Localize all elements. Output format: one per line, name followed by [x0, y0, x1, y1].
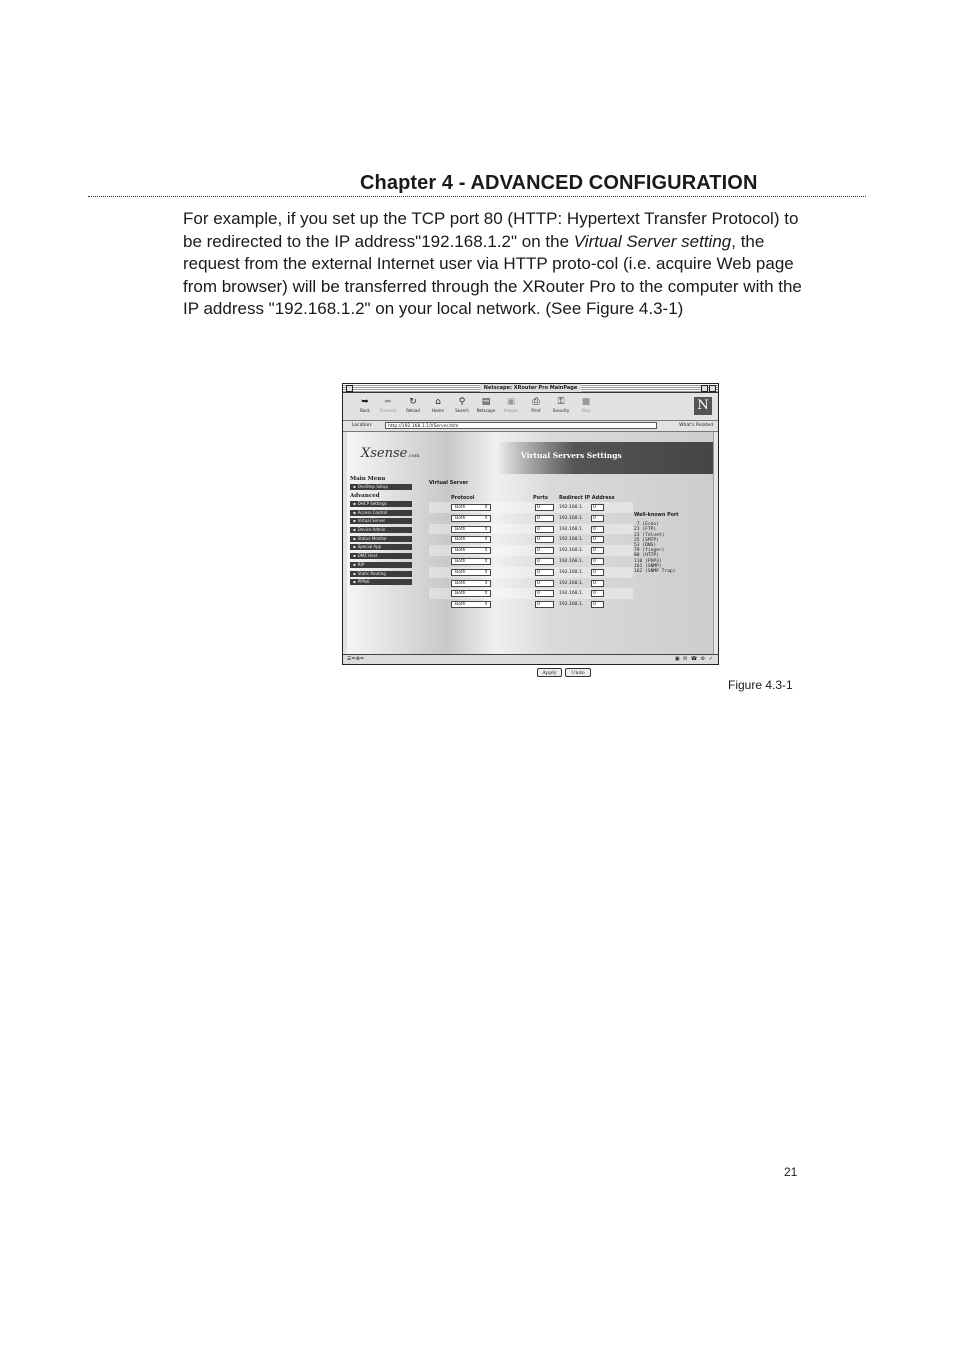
- body-text: [183, 208, 803, 321]
- banner-title: Virtual Servers Settings: [521, 451, 622, 460]
- stop-icon: ■: [581, 397, 591, 407]
- page-banner: [497, 442, 718, 474]
- port-input[interactable]: 0: [535, 526, 554, 533]
- menu-item-status-monitor[interactable]: ▪ Status Monitor: [350, 536, 412, 542]
- location-input[interactable]: http://192.168.1.1/VServer.htm: [385, 422, 657, 429]
- images-button[interactable]: ▣ Images: [499, 397, 523, 414]
- table-row: [429, 534, 633, 545]
- ip-last-octet-input[interactable]: 0: [591, 504, 604, 511]
- whats-related-button[interactable]: What's Related: [679, 423, 713, 428]
- port-input[interactable]: 0: [535, 504, 554, 511]
- status-bar: [343, 654, 718, 664]
- list-item: 7 (Echo): [634, 522, 659, 528]
- window-titlebar: [343, 384, 718, 393]
- reload-button[interactable]: ↻ Reload: [401, 397, 425, 414]
- protocol-select[interactable]: Both ⇕: [451, 590, 491, 597]
- lock-icon: ⚿: [557, 397, 565, 407]
- ip-prefix: 192.168.1.: [559, 537, 584, 543]
- list-item: 53 (DNS): [634, 543, 657, 549]
- browser-toolbar: [343, 393, 718, 421]
- page-number: 21: [784, 1165, 798, 1179]
- list-item: 110 (POP3): [634, 558, 662, 564]
- header-rule: [88, 196, 866, 197]
- protocol-select[interactable]: Both ⇕: [451, 547, 491, 554]
- port-input[interactable]: 0: [535, 536, 554, 543]
- home-icon: ⌂: [435, 397, 441, 407]
- netscape-button[interactable]: ▤ Netscape: [474, 397, 498, 414]
- list-item: 161 (SNMP): [634, 563, 662, 569]
- protocol-select[interactable]: Both ⇕: [451, 558, 491, 565]
- redirect-ip-column-header: Redirect IP Address: [559, 495, 615, 501]
- list-item: 80 (HTTP): [634, 553, 659, 559]
- table-row: [429, 545, 633, 556]
- table-row: [429, 578, 633, 589]
- main-menu: [350, 476, 412, 588]
- ip-prefix: 192.168.1.: [559, 602, 584, 608]
- location-bar: [343, 421, 718, 432]
- ip-prefix: 192.168.1.: [559, 558, 584, 564]
- forward-button[interactable]: ➦ Forward: [376, 397, 400, 414]
- back-icon: ➥: [361, 397, 369, 407]
- xsense-logo-suffix: .com: [407, 453, 420, 459]
- vertical-scrollbar[interactable]: [713, 432, 718, 656]
- ip-last-octet-input[interactable]: 0: [591, 569, 604, 576]
- menu-item-dmz-host[interactable]: ▪ DMZ Host: [350, 553, 412, 559]
- ip-last-octet-input[interactable]: 0: [591, 547, 604, 554]
- menu-item-dhcp-settings[interactable]: ▪ DHCP Settings: [350, 501, 412, 507]
- ip-prefix: 192.168.1.: [559, 569, 584, 575]
- protocol-select[interactable]: Both ⇕: [451, 504, 491, 511]
- protocol-select[interactable]: Both ⇕: [451, 601, 491, 608]
- menu-item-pppoe[interactable]: ▪ PPPoE: [350, 579, 412, 585]
- location-label: Location:: [352, 423, 373, 428]
- chapter-title: Chapter 4 - ADVANCED CONFIGURATION: [360, 172, 758, 194]
- port-input[interactable]: 0: [535, 580, 554, 587]
- ip-prefix: 192.168.1.: [559, 526, 584, 532]
- main-menu-label: Main Menu: [350, 476, 386, 482]
- ip-last-octet-input[interactable]: 0: [591, 536, 604, 543]
- table-row: [429, 567, 633, 578]
- netscape-logo-icon: N: [694, 397, 712, 415]
- table-row: [429, 524, 633, 535]
- body-text-part-2: , the request from the external Internet user via HTTP proto-col (i.e. acquire Web page from browser) will be transferred through the XRouter Pro to the computer with the IP address "192.168.1.2" on your local network. (See Figure 4.3-1): [183, 231, 802, 318]
- advanced-label: Advanced: [350, 493, 380, 499]
- protocol-select[interactable]: Both ⇕: [451, 526, 491, 533]
- virtual-server-label: Virtual Server: [429, 480, 469, 486]
- print-icon: ⎙: [532, 397, 540, 407]
- collapse-box-icon[interactable]: [709, 385, 716, 392]
- search-icon: ⚲: [458, 397, 466, 407]
- zoom-box-icon[interactable]: [701, 385, 708, 392]
- port-input[interactable]: 0: [535, 569, 554, 576]
- xsense-logo-text: Xsense: [361, 446, 408, 461]
- list-item: 23 (Telnet): [634, 532, 665, 538]
- xsense-logo: [361, 446, 420, 461]
- window-title: Netscape: XRouter Pro MainPage: [480, 384, 581, 392]
- ports-column-header: Ports: [533, 495, 548, 501]
- home-button[interactable]: ⌂ Home: [426, 397, 450, 414]
- menu-item-rip[interactable]: ▪ RIP: [350, 562, 412, 568]
- port-input[interactable]: 0: [535, 601, 554, 608]
- table-row: [429, 588, 633, 599]
- figure-caption: Figure 4.3-1: [728, 678, 793, 692]
- body-paragraph: [183, 208, 803, 321]
- reload-icon: ↻: [409, 397, 417, 407]
- port-input[interactable]: 0: [535, 558, 554, 565]
- ip-last-octet-input[interactable]: 0: [591, 601, 604, 608]
- menu-item-access-control[interactable]: ▪ Access Control: [350, 510, 412, 516]
- images-icon: ▣: [506, 397, 516, 407]
- table-row: [429, 502, 633, 513]
- menu-item-virtual-server[interactable]: ▪ Virtual Server: [350, 518, 412, 524]
- ip-last-octet-input[interactable]: 0: [591, 590, 604, 597]
- browser-screenshot-figure: [342, 383, 719, 676]
- table-row: [429, 513, 633, 524]
- ip-prefix: 192.168.1.: [559, 548, 584, 554]
- well-known-ports-title: Well-known Port: [634, 513, 679, 518]
- port-input[interactable]: 0: [535, 590, 554, 597]
- body-text-part-1: For example, if you set up the TCP port 80 (HTTP: Hypertext Transfer Protocol) to be redirected to the IP address"192.168.1.2" on the: [183, 209, 799, 251]
- table-row: [429, 556, 633, 567]
- ip-last-octet-input[interactable]: 0: [591, 526, 604, 533]
- stop-button[interactable]: ■ Stop: [574, 397, 598, 414]
- table-row: [429, 599, 633, 610]
- security-button[interactable]: ⚿ Security: [549, 397, 573, 414]
- port-input[interactable]: 0: [535, 547, 554, 554]
- ip-last-octet-input[interactable]: 0: [591, 580, 604, 587]
- menu-item-onestep-setup[interactable]: ▪ OneStep Setup: [350, 484, 412, 490]
- netscape-icon: ▤: [481, 397, 491, 407]
- port-input[interactable]: 0: [535, 515, 554, 522]
- protocol-select[interactable]: Both ⇕: [451, 580, 491, 587]
- web-page-content: [347, 432, 718, 676]
- ip-last-octet-input[interactable]: 0: [591, 515, 604, 522]
- ip-last-octet-input[interactable]: 0: [591, 558, 604, 565]
- list-item: 25 (SMTP): [634, 537, 659, 543]
- undo-button[interactable]: Undo: [565, 668, 591, 677]
- protocol-select[interactable]: Both ⇕: [451, 569, 491, 576]
- status-right-icons: ▣ ✉ ☎ ⚙ ✓: [674, 656, 714, 662]
- list-item: 79 (finger): [634, 548, 665, 554]
- protocol-select[interactable]: Both ⇕: [451, 536, 491, 543]
- close-box-icon[interactable]: [346, 385, 353, 392]
- back-button[interactable]: ➥ Back: [353, 397, 377, 414]
- protocol-select[interactable]: Both ⇕: [451, 515, 491, 522]
- menu-item-static-routing[interactable]: ▪ Static Routing: [350, 571, 412, 577]
- well-known-ports-list: [634, 513, 679, 574]
- ip-prefix: 192.168.1.: [559, 515, 584, 521]
- body-text-italic: Virtual Server setting: [573, 231, 732, 251]
- ip-prefix: 192.168.1.: [559, 505, 584, 510]
- menu-item-special-app[interactable]: ▪ Special App: [350, 544, 412, 550]
- protocol-column-header: Protocol: [451, 495, 475, 501]
- print-button[interactable]: ⎙ Print: [524, 397, 548, 414]
- virtual-server-table: [429, 502, 633, 610]
- forward-icon: ➦: [384, 397, 392, 407]
- search-button[interactable]: ⚲ Search: [450, 397, 474, 414]
- menu-item-device-admin[interactable]: ▪ Device Admin: [350, 527, 412, 533]
- apply-button[interactable]: Apply: [537, 668, 562, 677]
- list-item: 162 (SNMP Trap): [634, 569, 676, 575]
- status-left-icons: ☰=⊗=: [347, 656, 365, 662]
- ip-prefix: 192.168.1.: [559, 580, 584, 586]
- list-item: 21 (FTP): [634, 527, 657, 533]
- ip-prefix: 192.168.1.: [559, 591, 584, 597]
